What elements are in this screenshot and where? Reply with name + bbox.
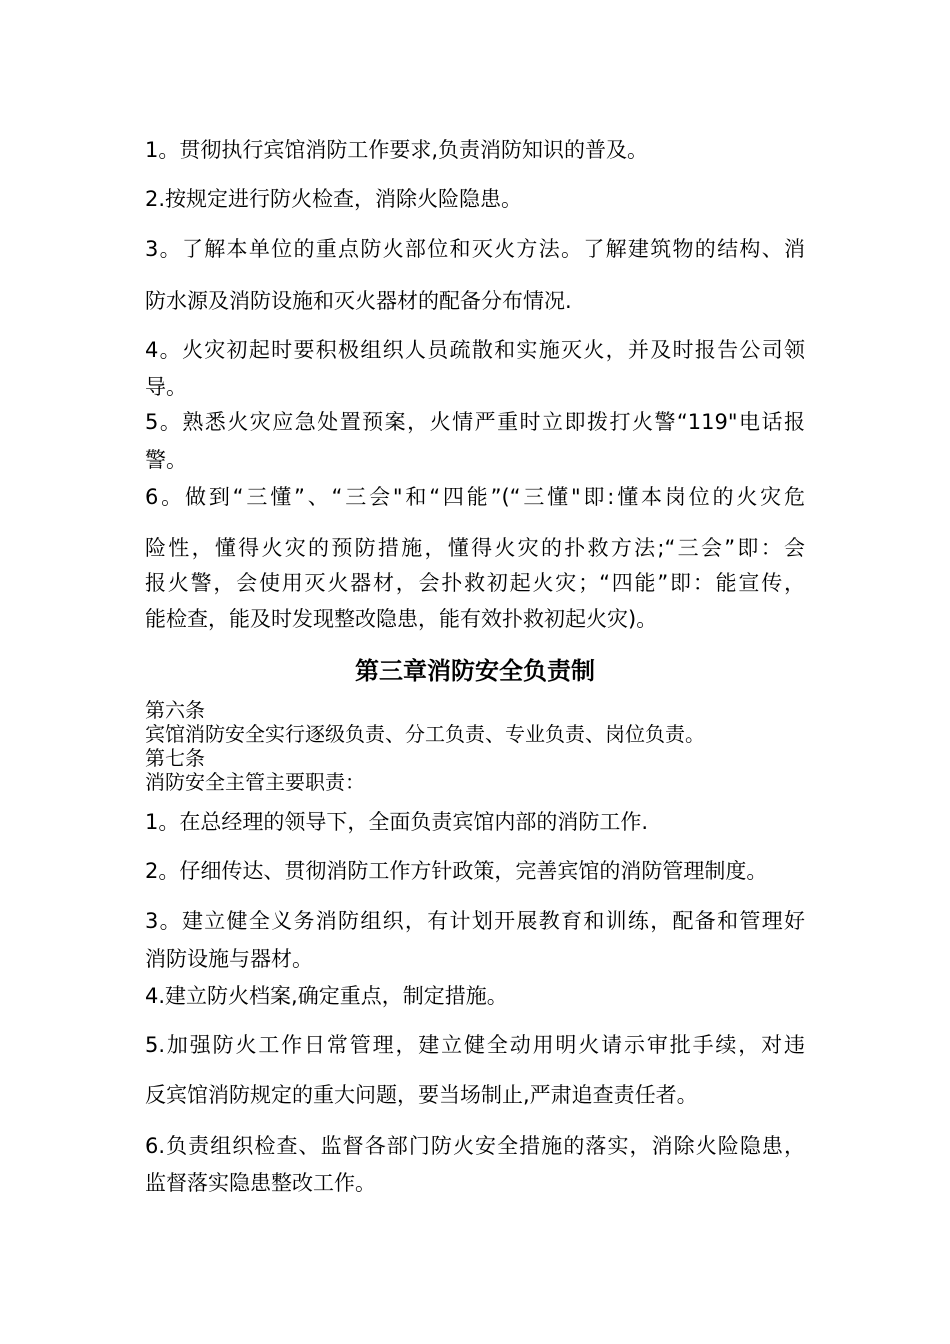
chief-duty-5-line-1: 5.加强防火工作日常管理，建立健全动用明火请示审批手续，对违 [145, 1033, 805, 1057]
duty-item-3-line-1: 3。了解本单位的重点防火部位和灭火方法。了解建筑物的结构、消 [145, 237, 805, 261]
chief-duty-3-line-1: 3。建立健全义务消防组织，有计划开展教育和训练，配备和管理好 [145, 909, 805, 933]
duty-item-5-line-1: 5。熟悉火灾应急处置预案，火情严重时立即拨打火警“119"电话报 [145, 410, 805, 434]
article-7-intro: 消防安全主管主要职责： [145, 770, 365, 794]
chief-duty-6-line-2: 监督落实隐患整改工作。 [145, 1171, 376, 1195]
chapter-heading: 第三章消防安全负责制 [355, 657, 595, 685]
chief-duty-3-line-2: 消防设施与器材。 [145, 947, 313, 971]
chief-duty-6-line-1: 6.负责组织检查、监督各部门防火安全措施的落实，消除火险隐患， [145, 1134, 805, 1158]
duty-item-3-line-2: 防水源及消防设施和灭火器材的配备分布情况. [145, 289, 572, 313]
article-7-label: 第七条 [145, 746, 205, 770]
duty-item-6-line-2: 险性，懂得火灾的预防措施，懂得火灾的扑救方法;“三会”即：会 [145, 536, 805, 560]
duty-item-6-line-3: 报火警，会使用灭火器材，会扑救初起火灾；“四能”即：能宣传， [145, 571, 805, 595]
chief-duty-5-line-2: 反宾馆消防规定的重大问题，要当场制止,严肃追查责任者。 [145, 1083, 698, 1107]
duty-item-2: 2.按规定进行防火检查，消除火险隐患。 [145, 187, 523, 211]
chief-duty-1: 1。在总经理的领导下，全面负责宾馆内部的消防工作. [145, 810, 649, 834]
duty-item-4-line-1: 4。火灾初起时要积极组织人员疏散和实施灭火，并及时报告公司领 [145, 338, 805, 362]
article-6-label: 第六条 [145, 698, 205, 722]
chief-duty-4: 4.建立防火档案,确定重点，制定措施。 [145, 984, 508, 1008]
article-6-text: 宾馆消防安全实行逐级负责、分工负责、专业负责、岗位负责。 [145, 722, 705, 746]
duty-item-5-line-2: 警。 [145, 448, 187, 472]
duty-item-6-line-1: 6。做到“三懂”、“三会"和“四能”(“三懂"即:懂本岗位的火灾危 [145, 485, 805, 509]
chief-duty-2: 2。仔细传达、贯彻消防工作方针政策，完善宾馆的消防管理制度。 [145, 859, 768, 883]
duty-item-6-line-4: 能检查，能及时发现整改隐患，能有效扑救初起火灾)。 [145, 607, 658, 631]
duty-item-4-line-2: 导。 [145, 375, 187, 399]
duty-item-1: 1。贯彻执行宾馆消防工作要求,负责消防知识的普及。 [145, 138, 649, 162]
